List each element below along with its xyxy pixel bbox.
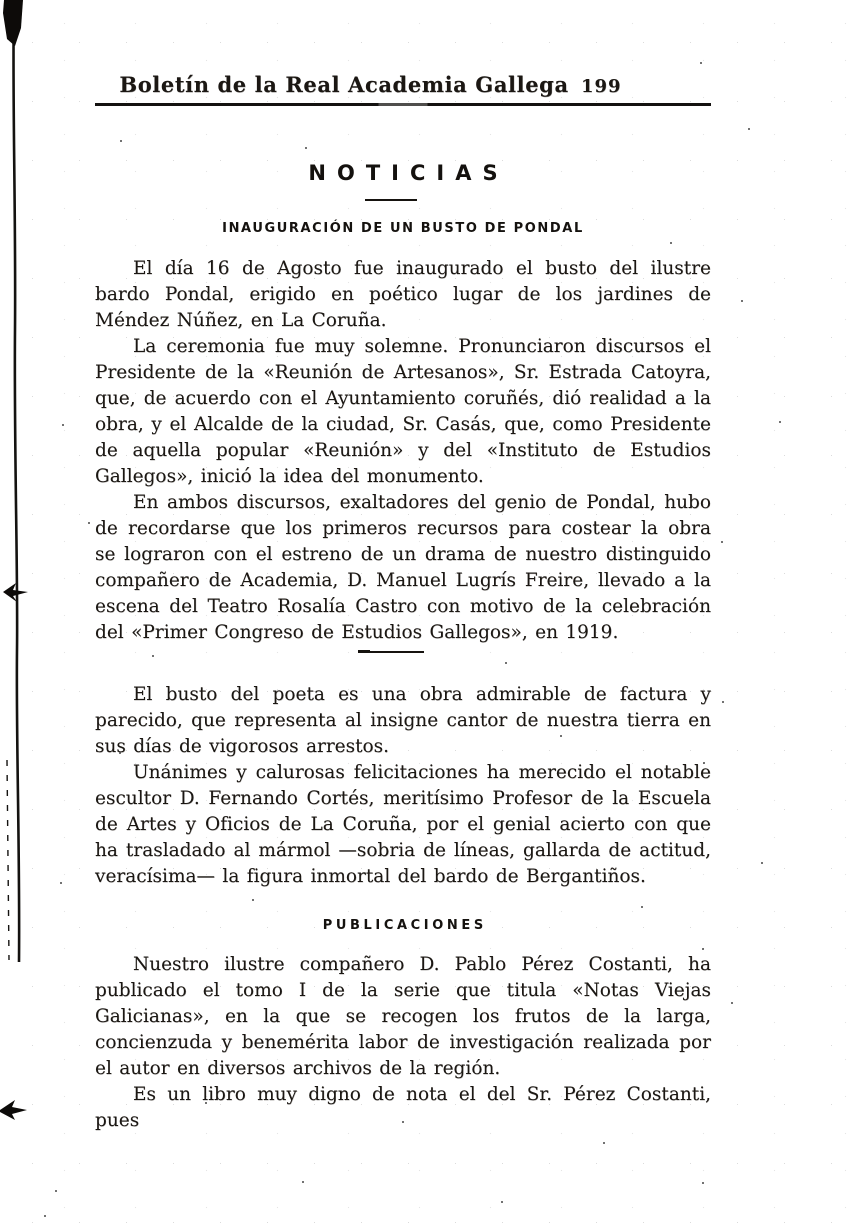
book-binding-shadow <box>0 0 45 1230</box>
publicaciones-body <box>95 952 711 1134</box>
noticias-paragraph-3: En ambos discursos, exaltadores del genio de Pondal, hubo de recordarse que los primeros recursos para costear la obra se lograron con el estreno de un drama de nuestro distinguido compañero de Academia, D. Manuel Lugrís Freire, llevado a la escena del Teatro Rosalía Castro con motivo de la celebración del «Primer Congreso de Estudios Gallegos», en 1919. <box>95 492 711 643</box>
article-subtitle-inauguracion: INAUGURACIÓN DE UN BUSTO DE PONDAL <box>222 221 584 236</box>
publicaciones-paragraph-2: Es un libro muy digno de nota el del Sr. Pérez Costanti, pues <box>95 1084 711 1131</box>
page-number: 199 <box>581 76 622 97</box>
noticias-paragraph-2: La ceremonia fue muy solemne. Pronunciaron discursos el Presidente de la «Reunión de Artesanos», Sr. Estrada Catoyra, que, de acuerdo con el Ayuntamiento coruñés, dió realidad a la obra, y el Alcalde de la ciudad, Sr. Casás, que, como Presidente de aquella popular «Reunión» y del «Instituto de Estudios Gallegos», inició la idea del monumento. <box>95 336 711 487</box>
section-title-publicaciones: PUBLICACIONES <box>322 918 487 933</box>
noticias-paragraph-5: Unánimes y calurosas felicitaciones ha merecido el notable escultor D. Fernando Cortés, meritísimo Profesor de la Escuela de Artes y Oficios de La Coruña, por el genial acierto con que ha trasladado al mármol —sobria de líneas, gallarda de actitud, veracísima— la figura inmortal del bardo de Bergantiños. <box>95 762 711 887</box>
journal-title: Boletín de la Real Academia Gallega <box>119 72 569 97</box>
noticias-body <box>95 256 711 646</box>
noticias-paragraph-1: El día 16 de Agosto fue inaugurado el busto del ilustre bardo Pondal, erigido en poético lugar de los jardines de Méndez Núñez, en La Coruña. <box>95 258 711 331</box>
ink-blot-top <box>3 0 23 46</box>
scan-noise-speckles <box>0 0 2 2</box>
section-title-noticias: NOTICIAS <box>308 161 509 185</box>
ink-blot-middle <box>3 583 28 602</box>
spine-line <box>13 0 19 962</box>
ink-blot-bottom <box>0 1100 27 1120</box>
noticias-paragraph-4: El busto del poeta es una obra admirable de factura y parecido, que representa al insigne cantor de nuestra tierra en sus días de vigorosos arrestos. <box>95 684 711 757</box>
noticias-title-rule <box>365 199 417 201</box>
publicaciones-paragraph-1: Nuestro ilustre compañero D. Pablo Pérez Costanti, ha publicado el tomo I de la serie que titula «Notas Viejas Galicianas», en la que se recogen los frutos de la larga, concienzuda y benemérita labor de investigación realizada por el autor en diversos archivos de la región. <box>95 954 711 1079</box>
noticias-body-continued <box>95 682 711 890</box>
header-rule <box>95 103 711 106</box>
spine-line-secondary <box>7 760 9 960</box>
section-separator-rule <box>366 651 424 653</box>
